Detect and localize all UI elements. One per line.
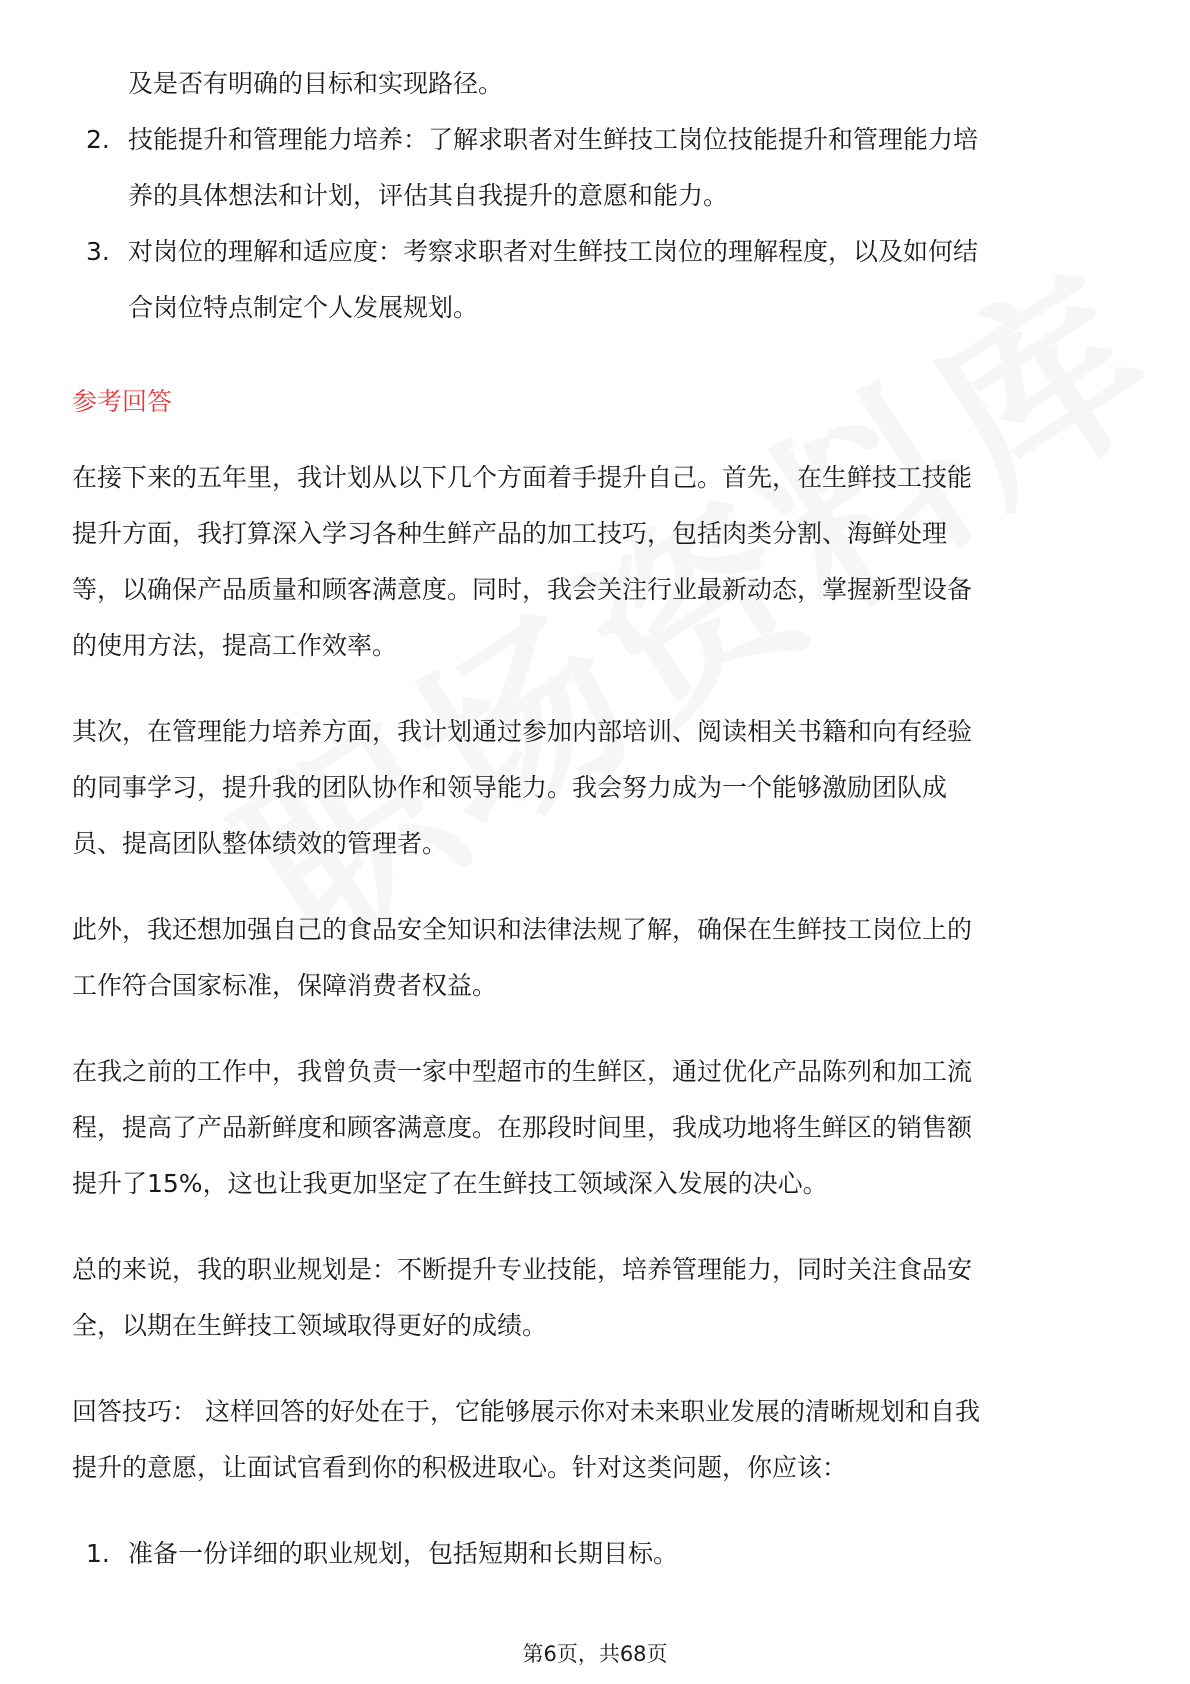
list-item xyxy=(72,224,1122,280)
paragraph-line: 员、提高团队整体绩效的管理者。 xyxy=(72,829,448,858)
criteria-list xyxy=(72,112,1122,336)
list-item-continuation: 及是否有明确的目标和实现路径。 xyxy=(128,69,504,98)
paragraph-line: 提升了15%，这也让我更加坚定了在生鲜技工领域深入发展的决心。 xyxy=(72,1169,828,1198)
list-item xyxy=(72,112,1122,168)
list-item-text: 技能提升和管理能力培养：了解求职者对生鲜技工岗位技能提升和管理能力培 xyxy=(128,125,979,154)
paragraph xyxy=(72,450,1122,674)
paragraph-line: 在我之前的工作中，我曾负责一家中型超市的生鲜区，通过优化产品陈列和加工流 xyxy=(72,1057,973,1086)
page-content xyxy=(72,56,1122,1582)
paragraph-line: 在接下来的五年里，我计划从以下几个方面着手提升自己。首先，在生鲜技工技能 xyxy=(72,463,973,492)
paragraph-line: 其次，在管理能力培养方面，我计划通过参加内部培训、阅读相关书籍和向有经验 xyxy=(72,717,973,746)
list-number: 1. xyxy=(86,1539,110,1568)
list-item xyxy=(72,1526,1122,1582)
list-item-text: 对岗位的理解和适应度：考察求职者对生鲜技工岗位的理解程度，以及如何结 xyxy=(128,237,979,266)
paragraph-line: 的使用方法，提高工作效率。 xyxy=(72,631,398,660)
page-number: 第6页，共68页 xyxy=(522,1642,668,1666)
list-item-continuation: 养的具体想法和计划，评估其自我提升的意愿和能力。 xyxy=(128,181,729,210)
paragraph-line: 提升的意愿，让面试官看到你的积极进取心。针对这类问题，你应该： xyxy=(72,1453,848,1482)
list-number: 2. xyxy=(86,125,110,154)
section-heading: 参考回答 xyxy=(72,387,173,416)
list-item-text: 准备一份详细的职业规划，包括短期和长期目标。 xyxy=(128,1539,679,1568)
list-number: 3. xyxy=(86,237,110,266)
paragraph xyxy=(72,1242,1122,1354)
paragraph-line: 工作符合国家标准，保障消费者权益。 xyxy=(72,971,498,1000)
paragraph-line: 全，以期在生鲜技工领域取得更好的成绩。 xyxy=(72,1311,548,1340)
list-item-continuation: 合岗位特点制定个人发展规划。 xyxy=(128,293,479,322)
paragraph-line: 此外，我还想加强自己的食品安全知识和法律法规了解，确保在生鲜技工岗位上的 xyxy=(72,915,973,944)
paragraph xyxy=(72,1384,1122,1496)
paragraph xyxy=(72,1044,1122,1212)
tips-list xyxy=(72,1526,1122,1582)
paragraph-line: 回答技巧： 这样回答的好处在于，它能够展示你对未来职业发展的清晰规划和自我 xyxy=(72,1397,980,1426)
paragraph-line: 提升方面，我打算深入学习各种生鲜产品的加工技巧，包括肉类分割、海鲜处理 xyxy=(72,519,948,548)
paragraph-line: 等，以确保产品质量和顾客满意度。同时，我会关注行业最新动态，掌握新型设备 xyxy=(72,575,973,604)
paragraph xyxy=(72,902,1122,1014)
paragraph-line: 总的来说，我的职业规划是：不断提升专业技能，培养管理能力，同时关注食品安 xyxy=(72,1255,973,1284)
paragraph xyxy=(72,704,1122,872)
paragraph-line: 程，提高了产品新鲜度和顾客满意度。在那段时间里，我成功地将生鲜区的销售额 xyxy=(72,1113,973,1142)
paragraph-line: 的同事学习，提升我的团队协作和领导能力。我会努力成为一个能够激励团队成 xyxy=(72,773,948,802)
